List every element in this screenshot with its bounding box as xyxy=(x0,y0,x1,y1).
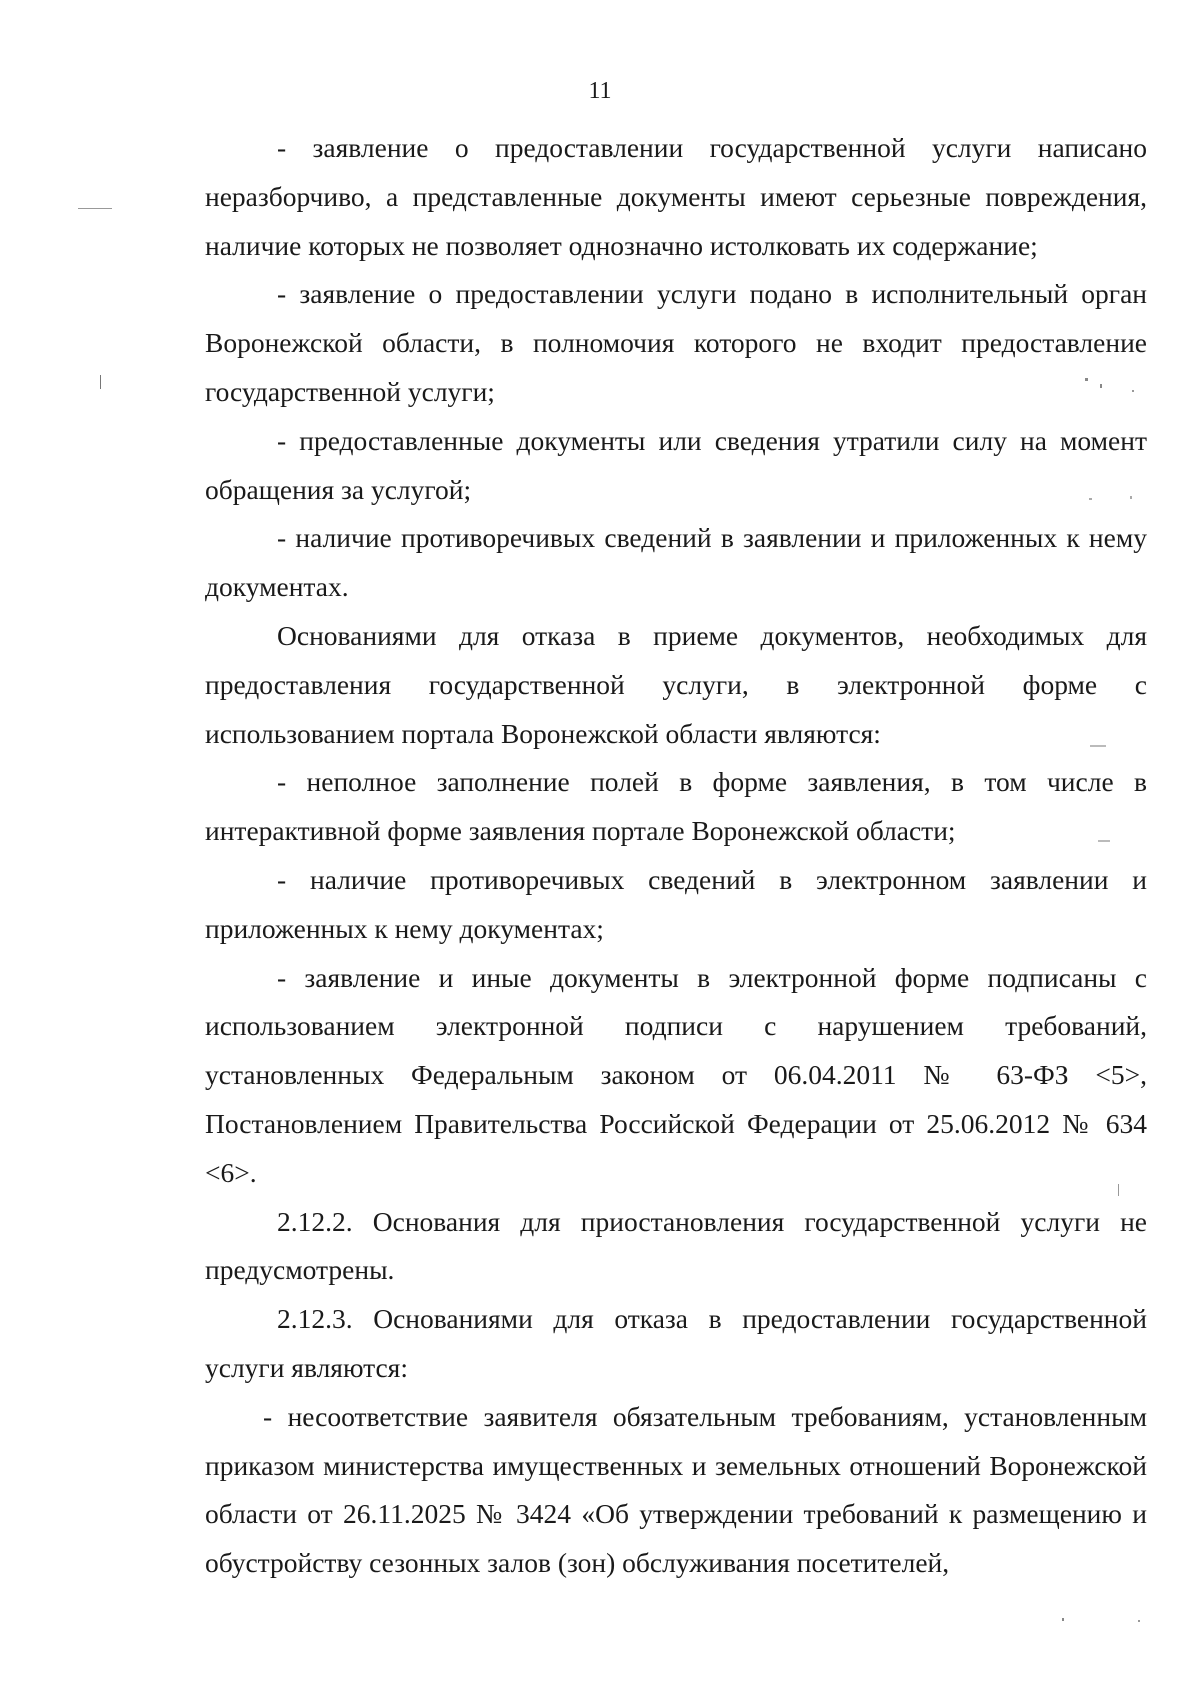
scan-mark xyxy=(1090,745,1106,747)
scan-mark xyxy=(1132,390,1134,392)
paragraph-incomplete-fields: - неполное заполнение полей в форме заявления, в том числе в интерактивной форме заявления портале Воронежской области; xyxy=(205,766,1147,847)
scan-mark xyxy=(1130,496,1132,499)
scan-mark xyxy=(1118,1184,1119,1196)
scan-mark xyxy=(78,208,112,209)
paragraph-applicant-noncompliance: - несоответствие заявителя обязательным требованиям, установленным приказом министерства имущественных и земельных отношений Воронежской области от 26.11.2025 № 3424 «Об утверждении требований к размещению и обустройству сезонных залов (зон) обслуживания посетителей, xyxy=(205,1400,1147,1579)
page-number: 11 xyxy=(588,78,612,104)
scan-mark xyxy=(1138,1620,1140,1622)
document-body xyxy=(205,124,1147,1588)
scan-mark xyxy=(1100,384,1102,388)
paragraph-wrong-authority: - заявление о предоставлении услуги подано в исполнительный орган Воронежской области, в полномочия которого не входит предоставление государственной услуги; xyxy=(205,278,1147,407)
scan-mark xyxy=(1089,498,1092,500)
scan-mark xyxy=(1085,378,1088,381)
paragraph-contradictory-info: - наличие противоречивых сведений в заявлении и приложенных к нему документах. xyxy=(205,522,1147,603)
scan-mark xyxy=(1062,1618,1064,1621)
scan-mark xyxy=(100,375,101,389)
paragraph-section-2-12-3: 2.12.3. Основаниями для отказа в предоставлении государственной услуги являются: xyxy=(205,1303,1147,1383)
paragraph-section-2-12-2: 2.12.2. Основания для приостановления государственной услуги не предусмотрены. xyxy=(205,1205,1147,1286)
paragraph-electronic-refusal-grounds: Основаниями для отказа в приеме документов, необходимых для предоставления государственной услуги, в электронной форме с использованием портала Воронежской области являются: xyxy=(205,619,1147,749)
paragraph-signature-violation: - заявление и иные документы в электронной форме подписаны с использованием электронной подписи с нарушением требований, установленных Федеральным законом от 06.04.2011 № 63-ФЗ <5>, Постановлением Правительства Российской Федерации от 25.06.2012 № 634 <6>. xyxy=(205,961,1147,1188)
paragraph-contradictory-electronic: - наличие противоречивых сведений в электронном заявлении и приложенных к нему документах; xyxy=(205,863,1147,944)
paragraph-illegible-application: - заявление о предоставлении государственной услуги написано неразборчиво, а представленные документы имеют серьезные повреждения, наличие которых не позволяет однозначно истолковать их содержание; xyxy=(205,132,1147,261)
paragraph-expired-documents: - предоставленные документы или сведения утратили силу на момент обращения за услугой; xyxy=(205,424,1147,505)
scan-mark xyxy=(1098,840,1110,842)
